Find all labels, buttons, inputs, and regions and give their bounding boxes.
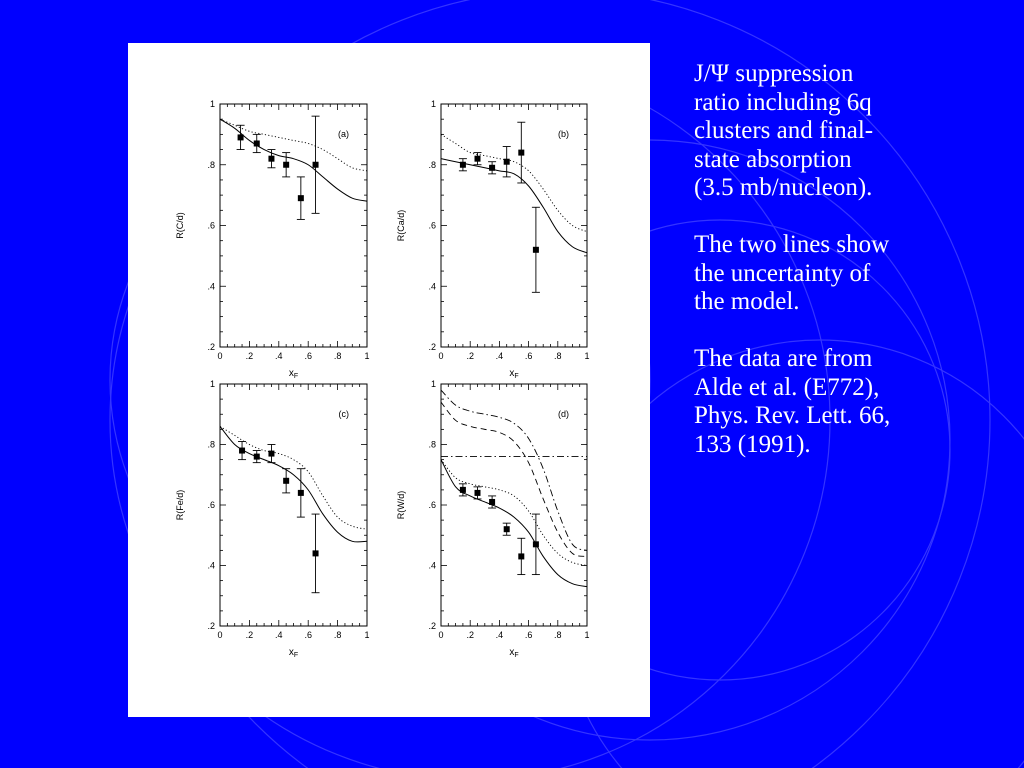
data-point: [532, 207, 540, 292]
caption-line: Alde et al. (E772),: [694, 373, 880, 401]
x-tick-label: .6: [304, 351, 312, 361]
data-marker: [533, 541, 539, 547]
y-tick-label: .6: [207, 500, 215, 510]
figure-panel: [128, 43, 650, 717]
caption-line: (3.5 mb/nucleon).: [694, 174, 873, 201]
plot-panel: [396, 379, 590, 659]
data-point: [238, 441, 246, 459]
x-tick-label: .4: [495, 630, 504, 640]
x-axis-label: [289, 647, 298, 659]
data-point: [237, 125, 245, 149]
data-marker: [504, 159, 510, 165]
y-axis-label: R(Fe/d): [175, 489, 185, 521]
y-tick-label: .8: [207, 159, 215, 170]
data-marker: [518, 553, 524, 559]
y-axis-label: R(Ca/d): [396, 209, 406, 242]
data-point: [517, 122, 525, 183]
data-marker: [298, 490, 304, 496]
data-point: [459, 159, 467, 171]
panel-label: (a): [338, 129, 349, 139]
y-tick-label: .2: [207, 342, 215, 352]
y-tick-label: .6: [428, 500, 436, 510]
caption-paragraph-3: [694, 345, 1014, 459]
data-marker: [489, 165, 495, 171]
data-marker: [298, 195, 304, 201]
x-axis-label-subscript: F: [293, 652, 299, 659]
x-tick-label: 1: [584, 630, 590, 640]
panel-label: (c): [338, 409, 349, 419]
x-axis-label-main: x: [509, 647, 515, 658]
caption-line: clusters and final-: [694, 117, 874, 144]
figure-plots: [128, 43, 650, 717]
model-curve-dotted: [441, 460, 587, 566]
data-marker: [283, 478, 289, 484]
data-point: [282, 469, 290, 493]
y-tick-label: .2: [428, 342, 436, 352]
data-marker: [239, 448, 245, 454]
y-tick-label: .4: [428, 560, 436, 571]
data-marker: [533, 247, 539, 253]
x-tick-label: 1: [364, 630, 370, 640]
x-tick-label: .4: [275, 630, 283, 640]
x-tick-label: 1: [584, 351, 590, 361]
data-marker: [254, 140, 260, 146]
plot-panel: [175, 99, 370, 380]
x-axis-label-subscript: F: [293, 373, 299, 380]
caption-line: The data are from: [694, 345, 873, 372]
data-marker: [475, 490, 481, 496]
y-tick-label: .4: [428, 281, 436, 292]
x-axis-label: [509, 647, 518, 659]
x-tick-label: 0: [438, 351, 444, 361]
y-tick-label: .2: [428, 621, 436, 631]
model-curve-dashed: [441, 402, 587, 556]
data-point: [312, 514, 320, 593]
y-tick-label: .8: [207, 439, 215, 450]
y-tick-label: .2: [207, 621, 215, 631]
caption-line: The two lines show: [694, 231, 890, 258]
y-tick-label: 1: [209, 99, 215, 109]
data-point: [517, 538, 525, 574]
y-axis-label: R(W/d): [396, 490, 406, 520]
data-marker: [238, 134, 244, 140]
caption-line: ratio including 6q: [694, 88, 872, 116]
caption-paragraph-1: [694, 60, 1014, 203]
x-tick-label: 0: [217, 630, 223, 640]
panel-label: (d): [558, 409, 569, 419]
x-axis-label-main: x: [509, 368, 515, 379]
x-tick-label: .8: [333, 630, 342, 640]
x-tick-label: .6: [524, 351, 533, 361]
x-tick-label: .6: [304, 630, 312, 640]
caption-paragraph-2: [694, 231, 1014, 317]
y-tick-label: .6: [207, 220, 215, 231]
x-axis-label-subscript: F: [514, 373, 519, 380]
model-curve-dotted: [441, 134, 587, 231]
x-axis-label: [289, 368, 298, 380]
data-marker: [313, 162, 319, 168]
y-tick-label: .8: [428, 439, 436, 450]
plot-panel: [175, 379, 370, 659]
y-tick-label: 1: [430, 99, 436, 109]
x-tick-label: .4: [495, 351, 504, 361]
data-marker: [504, 526, 510, 532]
data-marker: [489, 499, 495, 505]
y-tick-label: .4: [207, 281, 215, 292]
model-curve-dotted: [220, 119, 367, 171]
data-point: [297, 177, 305, 220]
data-point: [503, 523, 511, 535]
y-axis-label: R(C/d): [175, 212, 185, 239]
y-tick-label: 1: [430, 379, 436, 389]
data-point: [253, 451, 261, 463]
caption-line: the model.: [694, 288, 800, 315]
x-axis-label: [509, 368, 518, 380]
data-point: [297, 469, 305, 517]
data-marker: [460, 162, 466, 168]
data-point: [474, 487, 482, 499]
x-tick-label: .8: [554, 630, 562, 640]
x-tick-label: .2: [245, 630, 254, 640]
y-tick-label: .6: [428, 220, 436, 231]
caption-line: 133 (1991).: [694, 430, 811, 458]
x-tick-label: .8: [333, 351, 342, 361]
model-curve-solid: [441, 460, 587, 587]
plot-frame: [220, 104, 367, 347]
data-point: [474, 153, 482, 165]
caption-line: the uncertainty of: [694, 259, 871, 287]
y-tick-label: .8: [428, 159, 436, 170]
x-tick-label: .2: [245, 351, 254, 361]
data-point: [488, 162, 496, 174]
data-marker: [460, 487, 466, 493]
data-marker: [268, 156, 274, 162]
data-marker: [283, 162, 289, 168]
data-marker: [313, 550, 319, 556]
data-marker: [254, 454, 260, 460]
caption-line: Phys. Rev. Lett. 66,: [694, 402, 891, 429]
caption-line: J/Ψ suppression: [694, 60, 854, 87]
plot-panel: [396, 99, 590, 380]
caption: [694, 60, 1014, 488]
x-axis-label-subscript: F: [514, 652, 519, 659]
plot-frame: [441, 384, 587, 626]
x-tick-label: .4: [275, 351, 283, 361]
caption-line: state absorption: [694, 145, 852, 173]
x-axis-label-main: x: [288, 647, 294, 658]
data-point: [312, 116, 320, 213]
x-tick-label: .8: [554, 351, 562, 361]
x-tick-label: 0: [217, 351, 223, 361]
x-tick-label: .2: [466, 630, 474, 640]
plot-frame: [441, 104, 587, 347]
x-tick-label: 1: [364, 351, 370, 361]
data-marker: [475, 156, 481, 162]
y-tick-label: 1: [209, 379, 215, 389]
x-tick-label: 0: [438, 630, 444, 640]
data-point: [532, 514, 540, 575]
y-tick-label: .4: [207, 560, 215, 571]
panel-label: (b): [558, 129, 569, 139]
data-marker: [268, 451, 274, 457]
plot-frame: [220, 384, 367, 626]
data-marker: [518, 150, 524, 156]
data-point: [267, 445, 275, 463]
x-tick-label: .6: [524, 630, 533, 640]
x-axis-label-main: x: [288, 368, 294, 379]
data-point: [253, 134, 261, 152]
model-curve-solid: [441, 159, 587, 253]
x-tick-label: .2: [466, 351, 474, 361]
